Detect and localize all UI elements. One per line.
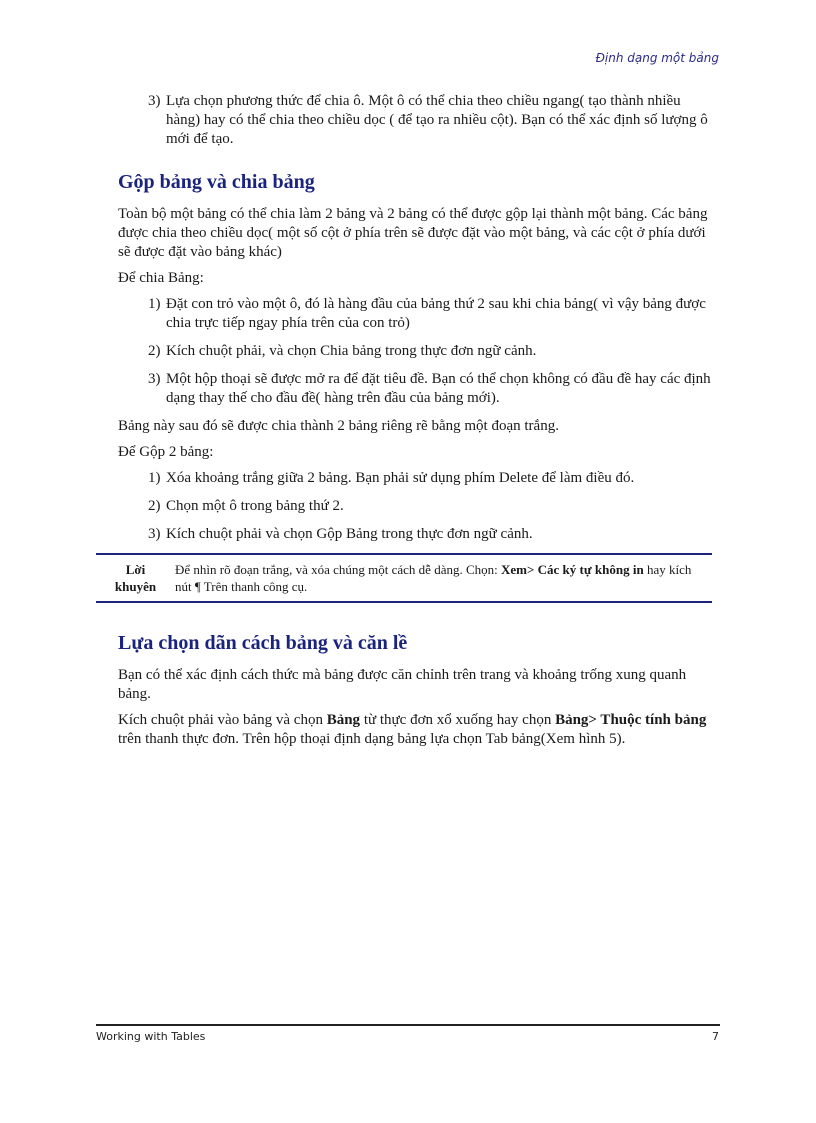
tip-label-line1: Lời [125,562,146,577]
list-text: Đặt con trỏ vào một ô, đó là hàng đầu của bảng thứ 2 sau khi chia bảng( vì vậy bảng được chia trực tiếp ngay phía trên của con trỏ) [166,296,706,331]
list-number: 3) [148,526,161,542]
list-number: 3) [148,371,161,387]
list-number: 3) [148,93,161,109]
paragraph-merge-lead: Để Gộp 2 bảng: [118,444,214,460]
tip-label-line2: khuyên [114,579,157,594]
p2-text-c: trên thanh thực đơn. Trên hộp thoại định dạng bảng lựa chọn Tab bảng(Xem hình 5). [118,731,626,747]
list-item [118,525,718,544]
list-item [118,342,718,361]
section-heading-spacing: Lựa chọn dãn cách bảng và căn lề [118,632,408,654]
paragraph-split-result: Bảng này sau đó sẽ được chia thành 2 bảng riêng rẽ bằng một đoạn trắng. [118,418,559,434]
list-text: Chọn một ô trong bảng thứ 2. [166,498,344,514]
p2-text-a: Kích chuột phải vào bảng và chọn [118,712,327,728]
list-item [118,497,718,516]
tip-label [96,561,175,595]
paragraph-spacing-1: Bạn có thể xác định cách thức mà bảng được căn chỉnh trên trang và khoảng trống xung quanh bảng. [118,667,687,702]
tip-menu-path: Xem> Các ký tự không in [501,562,644,577]
list-item [118,469,718,488]
list-number: 2) [148,343,161,359]
tip-box [96,553,712,603]
tip-text [175,561,712,595]
list-text: Một hộp thoại sẽ được mở ra để đặt tiêu đề. Bạn có thể chọn không có đầu đề hay các định dạng thay thế cho đầu đề( hàng trên đầu của bảng mới). [166,371,711,406]
tip-text-a: Để nhìn rõ đoạn trắng, và xóa chúng một cách dễ dàng. Chọn: [175,562,501,577]
p2-text-b: từ thực đơn xổ xuống hay chọn [360,712,556,728]
list-number: 1) [148,296,161,312]
list-text: Kích chuột phải, và chọn Chia bảng trong thực đơn ngữ cảnh. [166,343,537,359]
list-text: Lựa chọn phương thức để chia ô. Một ô có thể chia theo chiều ngang( tạo thành nhiều hàng) hay có thể chia theo chiều dọc ( để tạo ra nhiều cột). Bạn có thể xác định số lượng ô mới để tạo. [166,93,708,147]
list-text: Kích chuột phải và chọn Gộp Bảng trong thực đơn ngữ cảnh. [166,526,533,542]
list-item [118,295,718,333]
paragraph-intro: Toàn bộ một bảng có thể chia làm 2 bảng và 2 bảng có thể được gộp lại thành một bảng. Các bảng được chia theo chiều dọc( một số cột ở phía trên sẽ được đặt vào một bảng, và các cột ở phía dưới sẽ được đặt vào bảng khác) [118,206,708,260]
page-number: 7 [712,1030,719,1043]
footer-title: Working with Tables [96,1030,206,1043]
list-text: Xóa khoảng trắng giữa 2 bảng. Bạn phải sử dụng phím Delete để làm điều đó. [166,470,635,486]
tip-text-b: hay kích nút ¶ Trên thanh công cụ. [175,562,692,594]
paragraph-spacing-2 [118,711,718,749]
p2-bold-table: Bảng [326,712,361,728]
list-number: 2) [148,498,161,514]
p2-bold-menu-path: Bảng> Thuộc tính bảng [555,712,707,728]
list-item [118,370,718,408]
page-content [114,92,718,756]
list-number: 1) [148,470,161,486]
section-heading-merge-split: Gộp bảng và chia bảng [118,171,315,193]
paragraph-split-lead: Để chia Bảng: [118,270,204,286]
running-header: Định dạng một bảng [595,51,719,65]
footer-rule [96,1024,720,1026]
list-item [118,92,718,149]
